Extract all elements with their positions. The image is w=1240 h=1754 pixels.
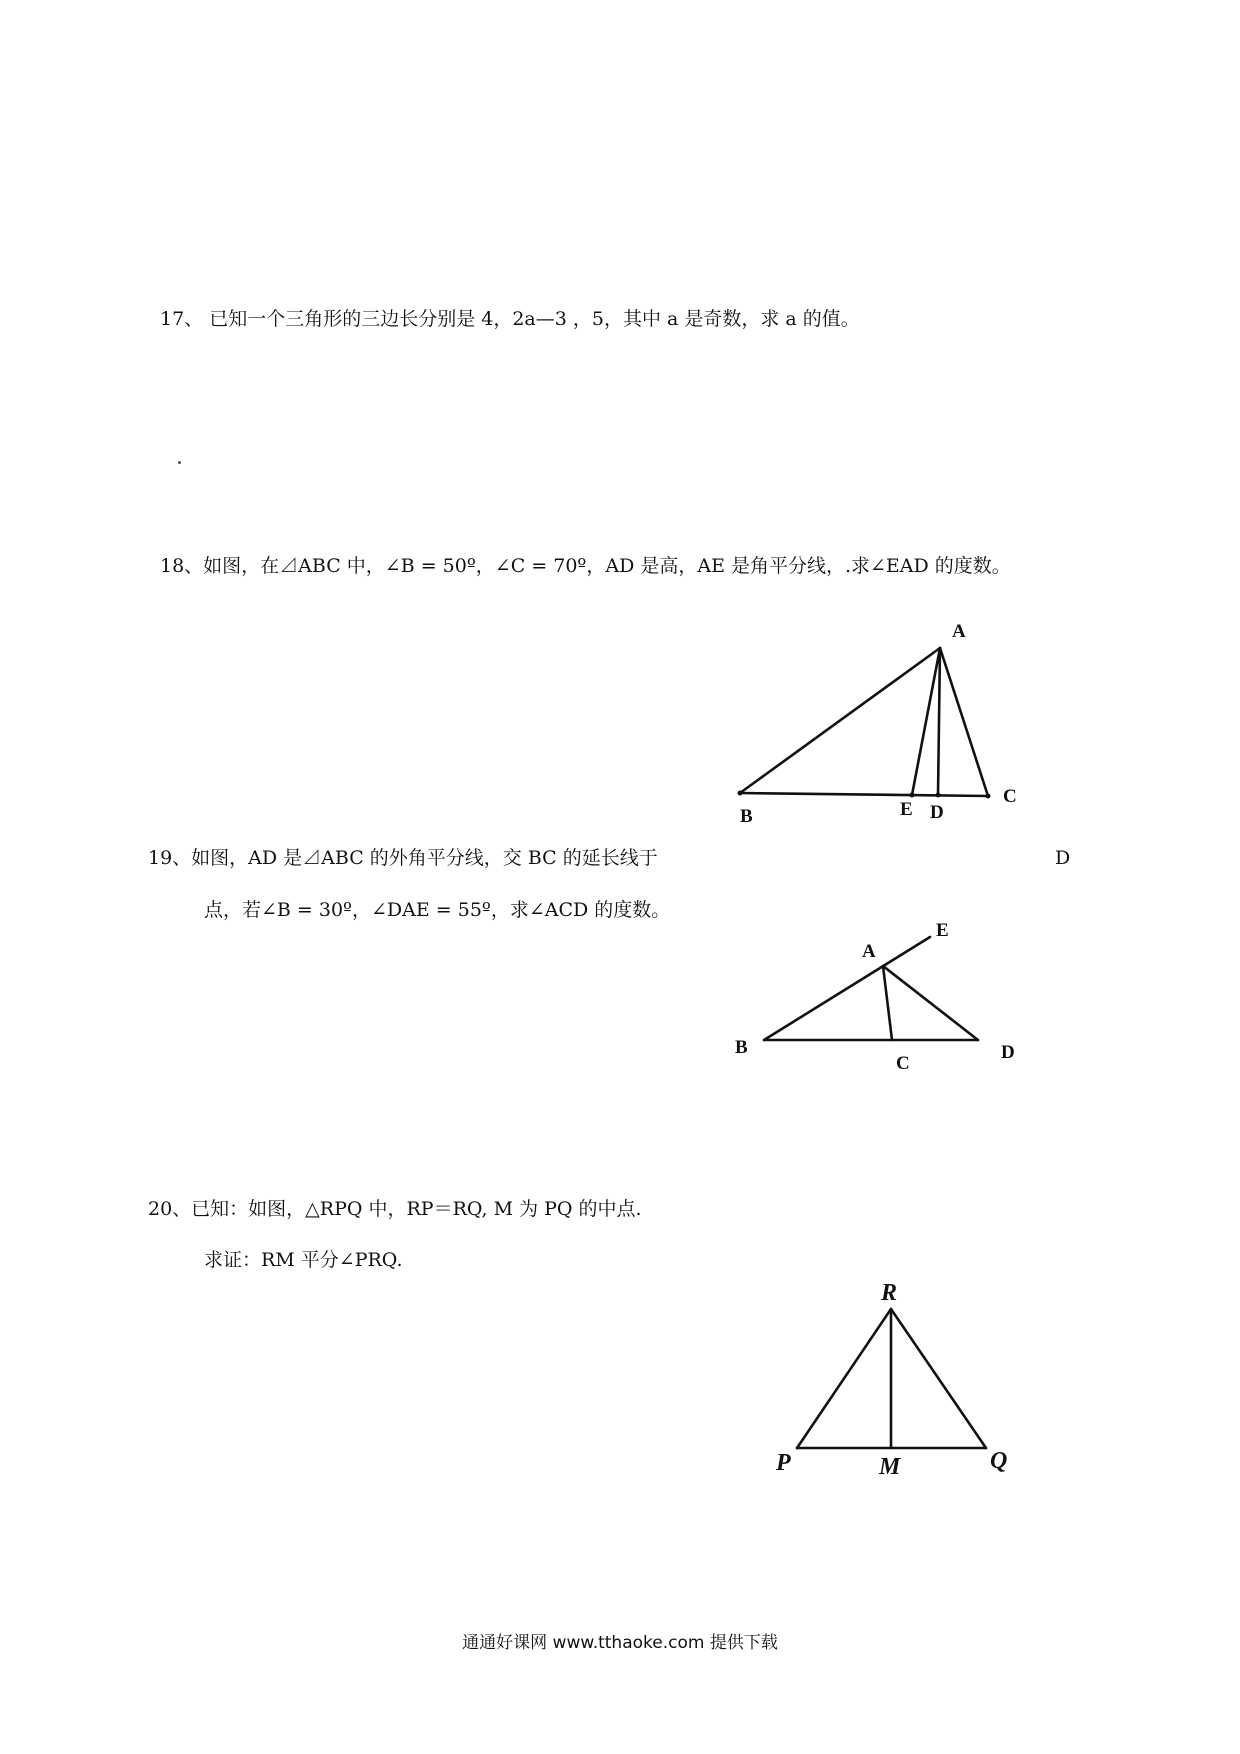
segment-AC <box>883 966 892 1040</box>
segment-AE <box>912 648 940 795</box>
label-B: B <box>735 1037 748 1058</box>
label-D: D <box>930 802 944 823</box>
question-17: 17、 已知一个三角形的三边长分别是 4，2a—3 ，5，其中 a 是奇数，求 a 的值。 <box>160 308 860 330</box>
label-B: B <box>740 806 753 825</box>
segment-AD <box>938 648 940 795</box>
point-B <box>738 791 743 796</box>
figure-q18-triangle <box>720 615 1020 825</box>
point-C <box>986 794 991 799</box>
label-A: A <box>952 621 966 642</box>
label-A: A <box>862 941 876 962</box>
segment-BE <box>764 937 930 1040</box>
label-E: E <box>936 920 949 941</box>
point-E <box>910 793 915 798</box>
label-P: P <box>776 1450 791 1476</box>
label-E: E <box>900 799 913 820</box>
footer-source: 通通好课网 www.tthaoke.com 提供下载 <box>462 1633 778 1653</box>
segment-RP <box>797 1309 891 1448</box>
segment-AC <box>940 648 988 796</box>
question-18: 18、如图，在⊿ABC 中，∠B = 50º，∠C = 70º，AD 是高，AE 是角平分线，.求∠EAD 的度数。 <box>160 555 1011 577</box>
segment-BC <box>740 793 988 796</box>
label-C: C <box>1003 786 1017 807</box>
question-20-line1: 20、已知：如图，△RPQ 中，RP＝RQ, M 为 PQ 的中点. <box>148 1198 642 1220</box>
question-20-line2: 求证：RM 平分∠PRQ. <box>204 1249 403 1271</box>
point-D <box>936 793 941 798</box>
question-19-line1-tail: D <box>1055 847 1071 869</box>
stray-mark <box>178 461 181 464</box>
figure-q19-triangle <box>720 910 1040 1080</box>
question-19-line1: 19、如图，AD 是⊿ABC 的外角平分线，交 BC 的延长线于 <box>148 847 658 869</box>
segment-AD <box>883 966 978 1040</box>
segment-AB <box>740 648 940 793</box>
figure-q20-triangle <box>760 1270 1040 1485</box>
question-19-line2: 点，若∠B = 30º，∠DAE = 55º，求∠ACD 的度数。 <box>204 899 671 921</box>
segment-RQ <box>891 1309 986 1448</box>
label-D: D <box>1001 1042 1015 1063</box>
label-R: R <box>881 1280 898 1306</box>
label-C: C <box>896 1053 910 1074</box>
label-M: M <box>879 1454 901 1480</box>
label-Q: Q <box>990 1448 1008 1474</box>
